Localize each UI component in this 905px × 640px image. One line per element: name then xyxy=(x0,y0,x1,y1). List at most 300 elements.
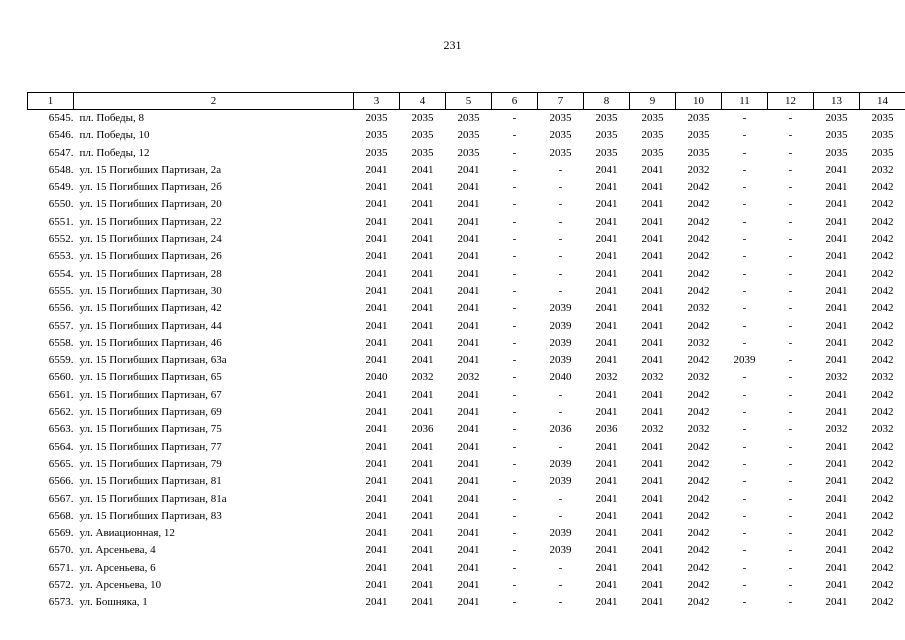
year-cell: 2041 xyxy=(365,198,388,211)
year-cell: 2041 xyxy=(457,302,480,315)
address-cell: ул. 15 Погибших Партизан, 67 xyxy=(79,388,222,401)
year-cell: - xyxy=(558,492,563,505)
year-cell: 2039 xyxy=(549,475,572,488)
year-cell: 2032 xyxy=(687,163,710,176)
year-cell: - xyxy=(742,215,747,228)
year-cell: 2042 xyxy=(871,509,894,522)
year-cell: 2041 xyxy=(365,319,388,332)
year-cell: 2035 xyxy=(549,146,572,159)
year-cell: 2041 xyxy=(595,284,618,297)
address-cell: ул. Арсеньева, 10 xyxy=(79,579,162,592)
year-cell: - xyxy=(558,267,563,280)
year-cell: 2042 xyxy=(871,267,894,280)
table-row xyxy=(28,404,905,421)
address-cell: ул. 15 Погибших Партизан, 81а xyxy=(79,492,227,505)
year-cell: 2042 xyxy=(687,596,710,609)
year-cell: 2041 xyxy=(595,509,618,522)
year-cell: - xyxy=(742,198,747,211)
year-cell: 2032 xyxy=(641,423,664,436)
row-number: 6547. xyxy=(48,146,74,159)
year-cell: 2041 xyxy=(825,284,848,297)
year-cell: 2041 xyxy=(411,406,434,419)
year-cell: 2041 xyxy=(641,509,664,522)
year-cell: - xyxy=(742,475,747,488)
address-cell: ул. 15 Погибших Партизан, 81 xyxy=(79,475,222,488)
year-cell: 2041 xyxy=(365,354,388,367)
row-number: 6557. xyxy=(48,319,74,332)
year-cell: - xyxy=(512,354,517,367)
year-cell: - xyxy=(742,388,747,401)
year-cell: 2032 xyxy=(687,371,710,384)
table-row xyxy=(28,473,905,490)
year-cell: - xyxy=(788,509,793,522)
year-cell: 2042 xyxy=(871,215,894,228)
year-cell: - xyxy=(788,267,793,280)
year-cell: 2041 xyxy=(411,215,434,228)
year-cell: 2041 xyxy=(825,388,848,401)
year-cell: - xyxy=(742,579,747,592)
year-cell: 2041 xyxy=(641,198,664,211)
year-cell: 2041 xyxy=(595,561,618,574)
row-number: 6569. xyxy=(48,527,74,540)
year-cell: 2035 xyxy=(641,112,664,124)
year-cell: - xyxy=(512,163,517,176)
year-cell: - xyxy=(788,163,793,176)
table-row xyxy=(28,508,905,525)
year-cell: 2041 xyxy=(641,336,664,349)
year-cell: 2041 xyxy=(825,163,848,176)
year-cell: 2041 xyxy=(365,509,388,522)
year-cell: - xyxy=(742,267,747,280)
year-cell: 2041 xyxy=(641,406,664,419)
year-cell: - xyxy=(742,527,747,540)
year-cell: 2041 xyxy=(457,163,480,176)
year-cell: 2041 xyxy=(595,181,618,194)
year-cell: 2042 xyxy=(871,579,894,592)
year-cell: - xyxy=(512,302,517,315)
header-row xyxy=(28,93,905,110)
row-number: 6552. xyxy=(48,233,74,246)
year-cell: 2042 xyxy=(687,215,710,228)
year-cell: 2035 xyxy=(365,112,388,124)
year-cell: 2041 xyxy=(365,336,388,349)
year-cell: 2041 xyxy=(457,319,480,332)
year-cell: 2041 xyxy=(595,457,618,470)
year-cell: - xyxy=(788,129,793,142)
year-cell: - xyxy=(558,596,563,609)
table-row xyxy=(28,594,905,611)
address-cell: ул. 15 Погибших Партизан, 42 xyxy=(79,302,222,315)
year-cell: 2042 xyxy=(871,319,894,332)
year-cell: 2041 xyxy=(825,457,848,470)
row-number: 6550. xyxy=(48,198,74,211)
year-cell: 2041 xyxy=(641,457,664,470)
table-row xyxy=(28,300,905,317)
address-cell: ул. 15 Погибших Партизан, 79 xyxy=(79,457,222,470)
year-cell: 2041 xyxy=(825,302,848,315)
address-cell: ул. Авиационная, 12 xyxy=(79,527,175,540)
year-cell: 2041 xyxy=(825,233,848,246)
year-cell: 2041 xyxy=(365,475,388,488)
year-cell: - xyxy=(742,596,747,609)
year-cell: - xyxy=(742,509,747,522)
year-cell: 2041 xyxy=(825,527,848,540)
year-cell: - xyxy=(742,163,747,176)
year-cell: - xyxy=(512,198,517,211)
year-cell: 2039 xyxy=(549,527,572,540)
year-cell: - xyxy=(788,112,793,124)
table-row xyxy=(28,369,905,386)
year-cell: 2041 xyxy=(457,579,480,592)
year-cell: 2041 xyxy=(365,596,388,609)
year-cell: 2032 xyxy=(595,371,618,384)
year-cell: 2041 xyxy=(365,302,388,315)
year-cell: - xyxy=(788,181,793,194)
year-cell: 2041 xyxy=(595,319,618,332)
year-cell: - xyxy=(788,579,793,592)
address-cell: ул. 15 Погибших Партизан, 20 xyxy=(79,198,222,211)
year-cell: 2042 xyxy=(687,233,710,246)
year-cell: 2041 xyxy=(411,561,434,574)
year-cell: 2042 xyxy=(871,440,894,453)
data-table xyxy=(27,92,905,612)
year-cell: 2041 xyxy=(641,475,664,488)
year-cell: 2042 xyxy=(687,319,710,332)
row-number: 6559. xyxy=(48,354,74,367)
year-cell: 2036 xyxy=(595,423,618,436)
year-cell: - xyxy=(742,302,747,315)
year-cell: 2042 xyxy=(687,406,710,419)
year-cell: - xyxy=(558,579,563,592)
year-cell: 2042 xyxy=(687,284,710,297)
year-cell: 2041 xyxy=(365,561,388,574)
year-cell: 2041 xyxy=(457,440,480,453)
year-cell: 2039 xyxy=(549,457,572,470)
year-cell: 2041 xyxy=(365,492,388,505)
table-row xyxy=(28,456,905,473)
year-cell: - xyxy=(742,492,747,505)
year-cell: 2042 xyxy=(687,388,710,401)
year-cell: 2042 xyxy=(871,198,894,211)
year-cell: 2041 xyxy=(411,336,434,349)
year-cell: 2032 xyxy=(825,423,848,436)
year-cell: 2041 xyxy=(825,215,848,228)
address-cell: ул. 15 Погибших Партизан, 63а xyxy=(79,354,227,367)
year-cell: 2041 xyxy=(365,250,388,263)
year-cell: 2042 xyxy=(687,579,710,592)
year-cell: 2032 xyxy=(411,371,434,384)
year-cell: 2035 xyxy=(549,112,572,124)
year-cell: 2042 xyxy=(871,336,894,349)
year-cell: - xyxy=(742,561,747,574)
address-cell: ул. 15 Погибших Партизан, 26 xyxy=(79,250,222,263)
year-cell: 2035 xyxy=(365,129,388,142)
year-cell: - xyxy=(742,336,747,349)
year-cell: 2041 xyxy=(825,267,848,280)
year-cell: 2042 xyxy=(871,354,894,367)
year-cell: 2042 xyxy=(871,475,894,488)
row-number: 6545. xyxy=(48,112,74,124)
year-cell: - xyxy=(512,233,517,246)
table-row xyxy=(28,439,905,456)
year-cell: 2032 xyxy=(687,302,710,315)
year-cell: 2041 xyxy=(595,354,618,367)
year-cell: 2042 xyxy=(687,440,710,453)
year-cell: - xyxy=(512,112,517,124)
year-cell: 2041 xyxy=(641,284,664,297)
year-cell: 2042 xyxy=(687,457,710,470)
column-header: 10 xyxy=(676,93,722,110)
address-cell: ул. 15 Погибших Партизан, 83 xyxy=(79,509,222,522)
year-cell: 2041 xyxy=(595,336,618,349)
year-cell: 2039 xyxy=(549,354,572,367)
year-cell: 2041 xyxy=(457,198,480,211)
year-cell: 2041 xyxy=(825,319,848,332)
year-cell: - xyxy=(512,215,517,228)
year-cell: 2041 xyxy=(825,544,848,557)
year-cell: 2039 xyxy=(549,544,572,557)
year-cell: 2042 xyxy=(871,561,894,574)
year-cell: 2042 xyxy=(687,509,710,522)
column-header: 11 xyxy=(722,93,768,110)
year-cell: 2041 xyxy=(825,579,848,592)
year-cell: 2041 xyxy=(457,492,480,505)
address-cell: ул. Арсеньева, 6 xyxy=(79,561,156,574)
year-cell: - xyxy=(742,250,747,263)
year-cell: - xyxy=(558,233,563,246)
year-cell: - xyxy=(788,146,793,159)
year-cell: - xyxy=(512,509,517,522)
year-cell: 2035 xyxy=(687,129,710,142)
table-row xyxy=(28,283,905,300)
year-cell: 2041 xyxy=(457,596,480,609)
table-row xyxy=(28,231,905,248)
row-number: 6548. xyxy=(48,163,74,176)
address-cell: ул. 15 Погибших Партизан, 2а xyxy=(79,163,222,176)
year-cell: 2032 xyxy=(825,371,848,384)
year-cell: 2041 xyxy=(641,561,664,574)
column-header: 9 xyxy=(630,93,676,110)
address-cell: пл. Победы, 10 xyxy=(79,129,150,142)
year-cell: 2035 xyxy=(641,129,664,142)
table-row xyxy=(28,196,905,213)
row-number: 6566. xyxy=(48,475,74,488)
year-cell: 2041 xyxy=(411,302,434,315)
row-number: 6571. xyxy=(48,561,74,574)
year-cell: 2041 xyxy=(411,475,434,488)
year-cell: 2041 xyxy=(411,544,434,557)
year-cell: - xyxy=(742,406,747,419)
year-cell: 2042 xyxy=(871,492,894,505)
year-cell: 2041 xyxy=(365,423,388,436)
year-cell: 2032 xyxy=(687,423,710,436)
year-cell: 2036 xyxy=(549,423,572,436)
year-cell: - xyxy=(788,475,793,488)
row-number: 6553. xyxy=(48,250,74,263)
year-cell: 2035 xyxy=(871,146,894,159)
year-cell: 2041 xyxy=(641,181,664,194)
year-cell: - xyxy=(788,492,793,505)
year-cell: 2042 xyxy=(871,302,894,315)
year-cell: - xyxy=(512,492,517,505)
year-cell: - xyxy=(512,423,517,436)
column-header: 14 xyxy=(860,93,905,110)
column-header: 7 xyxy=(538,93,584,110)
year-cell: - xyxy=(742,181,747,194)
year-cell: - xyxy=(512,371,517,384)
row-number: 6565. xyxy=(48,457,74,470)
row-number: 6564. xyxy=(48,440,74,453)
year-cell: 2042 xyxy=(687,181,710,194)
year-cell: 2041 xyxy=(411,388,434,401)
year-cell: - xyxy=(512,440,517,453)
year-cell: - xyxy=(512,457,517,470)
year-cell: 2041 xyxy=(457,336,480,349)
year-cell: - xyxy=(788,561,793,574)
year-cell: - xyxy=(558,163,563,176)
year-cell: - xyxy=(558,198,563,211)
year-cell: 2041 xyxy=(411,596,434,609)
year-cell: - xyxy=(742,129,747,142)
year-cell: 2041 xyxy=(457,509,480,522)
year-cell: - xyxy=(788,284,793,297)
table-header xyxy=(28,93,905,110)
table-row xyxy=(28,560,905,577)
year-cell: 2041 xyxy=(595,544,618,557)
row-number: 6551. xyxy=(48,215,74,228)
year-cell: 2042 xyxy=(687,198,710,211)
year-cell: 2041 xyxy=(641,544,664,557)
year-cell: 2041 xyxy=(457,181,480,194)
year-cell: 2032 xyxy=(871,423,894,436)
column-header: 3 xyxy=(354,93,400,110)
year-cell: 2041 xyxy=(365,181,388,194)
year-cell: 2035 xyxy=(825,146,848,159)
year-cell: - xyxy=(788,457,793,470)
year-cell: 2041 xyxy=(411,181,434,194)
column-header: 6 xyxy=(492,93,538,110)
year-cell: 2041 xyxy=(365,233,388,246)
row-number: 6546. xyxy=(48,129,74,142)
row-number: 6554. xyxy=(48,267,74,280)
year-cell: - xyxy=(558,250,563,263)
year-cell: 2042 xyxy=(687,561,710,574)
year-cell: 2041 xyxy=(365,163,388,176)
year-cell: 2041 xyxy=(365,544,388,557)
year-cell: - xyxy=(558,181,563,194)
year-cell: 2041 xyxy=(457,215,480,228)
year-cell: 2041 xyxy=(457,250,480,263)
year-cell: 2039 xyxy=(549,336,572,349)
year-cell: - xyxy=(512,250,517,263)
year-cell: 2041 xyxy=(411,579,434,592)
year-cell: - xyxy=(512,579,517,592)
year-cell: - xyxy=(512,181,517,194)
year-cell: 2035 xyxy=(457,112,480,124)
year-cell: 2041 xyxy=(457,284,480,297)
year-cell: - xyxy=(512,561,517,574)
year-cell: - xyxy=(742,423,747,436)
year-cell: 2032 xyxy=(641,371,664,384)
year-cell: 2035 xyxy=(871,129,894,142)
year-cell: 2042 xyxy=(687,492,710,505)
year-cell: 2042 xyxy=(871,457,894,470)
year-cell: 2041 xyxy=(365,440,388,453)
year-cell: - xyxy=(788,354,793,367)
year-cell: 2041 xyxy=(595,579,618,592)
row-number: 6558. xyxy=(48,336,74,349)
address-cell: ул. 15 Погибших Партизан, 77 xyxy=(79,440,222,453)
year-cell: 2041 xyxy=(411,492,434,505)
year-cell: - xyxy=(558,440,563,453)
year-cell: 2041 xyxy=(411,319,434,332)
year-cell: - xyxy=(788,250,793,263)
year-cell: 2032 xyxy=(457,371,480,384)
row-number: 6568. xyxy=(48,509,74,522)
row-number: 6549. xyxy=(48,181,74,194)
year-cell: 2041 xyxy=(411,354,434,367)
column-header: 2 xyxy=(74,93,354,110)
year-cell: - xyxy=(742,544,747,557)
year-cell: 2041 xyxy=(825,354,848,367)
year-cell: 2042 xyxy=(871,596,894,609)
year-cell: - xyxy=(742,457,747,470)
table-row xyxy=(28,145,905,162)
year-cell: 2041 xyxy=(457,406,480,419)
year-cell: 2042 xyxy=(687,354,710,367)
year-cell: 2035 xyxy=(595,129,618,142)
year-cell: - xyxy=(558,388,563,401)
year-cell: - xyxy=(788,406,793,419)
year-cell: 2042 xyxy=(687,544,710,557)
table-row xyxy=(28,577,905,594)
year-cell: 2041 xyxy=(641,388,664,401)
year-cell: 2041 xyxy=(457,423,480,436)
year-cell: 2041 xyxy=(411,233,434,246)
year-cell: 2041 xyxy=(641,267,664,280)
year-cell: - xyxy=(558,284,563,297)
year-cell: 2041 xyxy=(595,267,618,280)
year-cell: 2041 xyxy=(825,181,848,194)
year-cell: 2042 xyxy=(687,475,710,488)
table-row xyxy=(28,525,905,542)
year-cell: 2041 xyxy=(595,198,618,211)
year-cell: 2041 xyxy=(457,354,480,367)
table-row xyxy=(28,542,905,559)
row-number: 6562. xyxy=(48,406,74,419)
year-cell: 2035 xyxy=(457,146,480,159)
year-cell: 2041 xyxy=(825,336,848,349)
year-cell: 2035 xyxy=(687,112,710,124)
year-cell: 2035 xyxy=(365,146,388,159)
year-cell: - xyxy=(558,509,563,522)
year-cell: 2041 xyxy=(411,440,434,453)
year-cell: - xyxy=(788,596,793,609)
year-cell: 2041 xyxy=(411,163,434,176)
page-number: 231 xyxy=(443,38,462,52)
address-cell: ул. 15 Погибших Партизан, 2б xyxy=(79,181,222,194)
year-cell: 2040 xyxy=(365,371,388,384)
year-cell: 2041 xyxy=(595,475,618,488)
year-cell: - xyxy=(742,146,747,159)
table-row xyxy=(28,318,905,335)
year-cell: 2032 xyxy=(871,163,894,176)
table-row xyxy=(28,162,905,179)
row-number: 6555. xyxy=(48,284,74,297)
year-cell: 2041 xyxy=(825,509,848,522)
year-cell: 2041 xyxy=(595,440,618,453)
table-body xyxy=(28,110,905,612)
